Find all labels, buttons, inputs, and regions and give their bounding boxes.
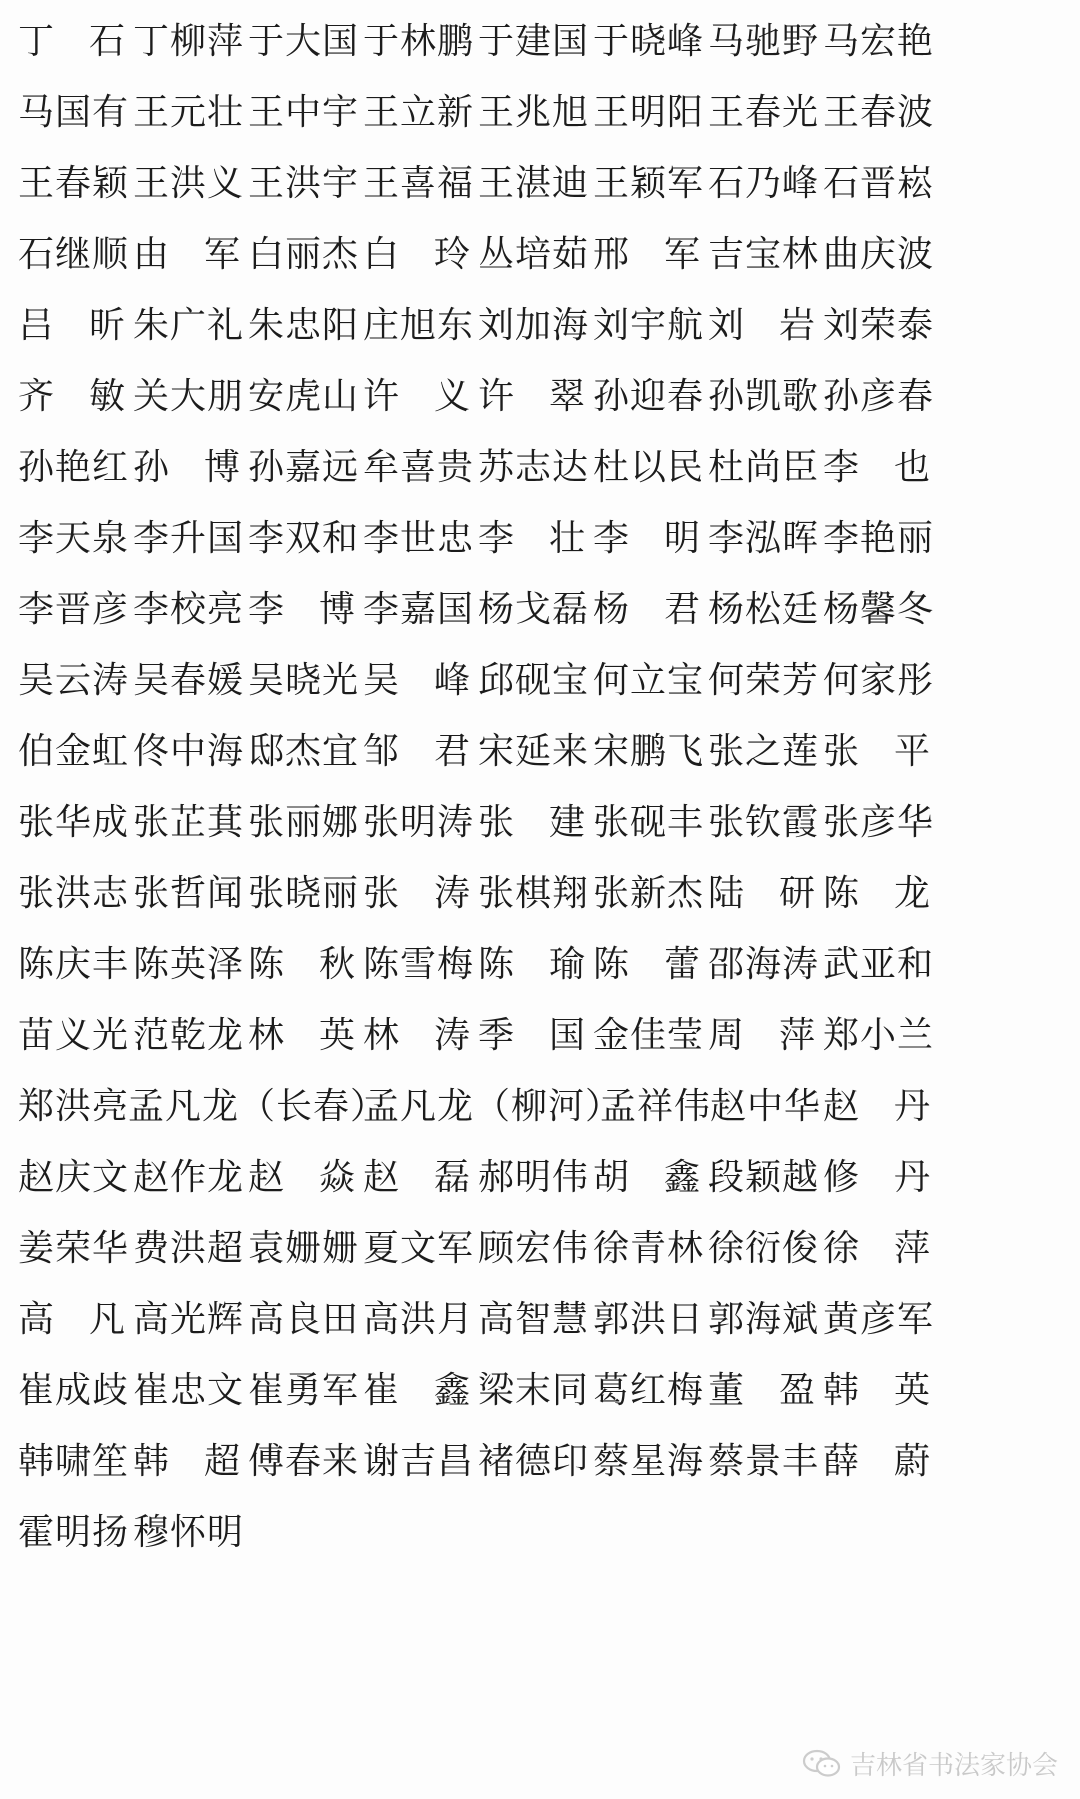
name-entry: 许 翠 — [478, 376, 586, 417]
name-row — [18, 296, 1066, 356]
name-entry: 吴晓光 — [248, 660, 360, 701]
name-entry: 张砚丰 — [593, 802, 705, 843]
name-entry: 杨戈磊 — [478, 589, 590, 630]
name-entry: 王明阳 — [593, 92, 705, 133]
name-entry: 王立新 — [363, 92, 475, 133]
name-entry: 杜尚臣 — [708, 447, 820, 488]
name-row — [18, 509, 1066, 569]
name-entry: 朱广礼 — [133, 305, 245, 346]
name-entry: 牟喜贵 — [363, 447, 475, 488]
name-entry: 李双和 — [248, 518, 360, 559]
name-entry: 张芷萁 — [133, 802, 245, 843]
name-entry: 杨 君 — [593, 589, 701, 630]
name-entry: 孙凯歌 — [708, 376, 820, 417]
name-entry: 孟祥伟 — [600, 1086, 712, 1127]
name-entry: 郝明伟 — [478, 1157, 590, 1198]
name-entry: 林 涛 — [363, 1015, 471, 1056]
name-entry: 于建国 — [478, 21, 590, 62]
name-entry: 陆 研 — [708, 873, 816, 914]
name-row — [18, 1077, 1066, 1137]
name-row — [18, 12, 1066, 72]
name-entry: 苗义光 — [18, 1015, 130, 1056]
name-entry: 于林鹏 — [363, 21, 475, 62]
name-entry: 谢吉昌 — [363, 1441, 475, 1482]
name-entry: 孙艳红 — [18, 447, 130, 488]
name-entry: 由 军 — [133, 234, 241, 275]
name-entry: 张 建 — [478, 802, 586, 843]
name-row — [18, 367, 1066, 427]
name-entry: 赵作龙 — [133, 1157, 245, 1198]
name-entry: 徐 萍 — [823, 1228, 931, 1269]
name-row — [18, 1432, 1066, 1492]
name-entry: 邢 军 — [593, 234, 701, 275]
name-entry: 王中宇 — [248, 92, 360, 133]
name-entry: 薛 蔚 — [823, 1441, 931, 1482]
watermark-text: 吉林省书法家协会 — [849, 1751, 1058, 1781]
name-entry: 徐衍俊 — [708, 1228, 820, 1269]
name-row — [18, 1290, 1066, 1350]
name-entry: 丁柳萍 — [133, 21, 245, 62]
name-entry: 董 盈 — [708, 1370, 816, 1411]
name-entry: 安虎山 — [248, 376, 360, 417]
name-entry: 马驰野 — [708, 21, 820, 62]
name-entry: 杜以民 — [593, 447, 705, 488]
name-row — [18, 1148, 1066, 1208]
name-entry: 韩 英 — [823, 1370, 931, 1411]
name-entry: 穆怀明 — [133, 1512, 245, 1553]
name-entry: 李天泉 — [18, 518, 130, 559]
name-entry: 吴云涛 — [18, 660, 130, 701]
wechat-icon — [802, 1749, 842, 1779]
name-entry: 崔 鑫 — [363, 1370, 471, 1411]
name-entry: 杨松廷 — [708, 589, 820, 630]
name-entry: 徐青林 — [593, 1228, 705, 1269]
name-entry: 王洪义 — [133, 163, 245, 204]
name-entry: 郑洪亮 — [18, 1086, 130, 1127]
name-row — [18, 580, 1066, 640]
name-entry: 赵 磊 — [363, 1157, 471, 1198]
name-entry: 梁末同 — [478, 1370, 590, 1411]
name-entry: 韩啸笙 — [18, 1441, 130, 1482]
name-row — [18, 793, 1066, 853]
name-entry: 李艳丽 — [823, 518, 935, 559]
name-entry: 张华成 — [18, 802, 130, 843]
name-entry: 黄彦军 — [823, 1299, 935, 1340]
name-entry: 丛培茹 — [478, 234, 590, 275]
name-entry: 胡 鑫 — [593, 1157, 701, 1198]
name-entry: 吴春媛 — [133, 660, 245, 701]
name-entry: 范乾龙 — [133, 1015, 245, 1056]
name-entry: 王春波 — [823, 92, 935, 133]
name-entry: 李校亮 — [133, 589, 245, 630]
name-entry: 曲庆波 — [823, 234, 935, 275]
name-entry: 石继顺 — [18, 234, 130, 275]
name-row — [18, 1219, 1066, 1279]
name-entry: 王颖军 — [593, 163, 705, 204]
name-entry: 顾宏伟 — [478, 1228, 590, 1269]
watermark — [802, 1745, 1058, 1782]
name-entry: 陈 龙 — [823, 873, 931, 914]
name-entry: 郑小兰 — [823, 1015, 935, 1056]
name-entry: 张新杰 — [593, 873, 705, 914]
name-entry: 金佳莹 — [593, 1015, 705, 1056]
name-entry: 季 国 — [478, 1015, 586, 1056]
name-row — [18, 83, 1066, 143]
name-entry: 石晋崧 — [823, 163, 935, 204]
name-entry: 李 博 — [248, 589, 356, 630]
name-entry: 李晋彦 — [18, 589, 130, 630]
name-entry: 陈 蕾 — [593, 944, 701, 985]
name-entry: 白 玲 — [363, 234, 471, 275]
name-entry: 赵 丹 — [823, 1086, 931, 1127]
name-entry: 袁姗姗 — [248, 1228, 360, 1269]
name-entry: 邵海涛 — [708, 944, 820, 985]
name-entry: 王春光 — [708, 92, 820, 133]
name-row — [18, 722, 1066, 782]
name-entry: 苏志达 — [478, 447, 590, 488]
name-entry: 李 壮 — [478, 518, 586, 559]
name-entry: 陈英泽 — [133, 944, 245, 985]
name-entry: 石乃峰 — [708, 163, 820, 204]
name-entry: 杨馨冬 — [823, 589, 935, 630]
name-entry: 邹 君 — [363, 731, 471, 772]
name-entry: 马国有 — [18, 92, 130, 133]
name-entry: 夏文军 — [363, 1228, 475, 1269]
name-entry: 韩 超 — [133, 1441, 241, 1482]
name-entry: 王湛迪 — [478, 163, 590, 204]
name-entry: 赵庆文 — [18, 1157, 130, 1198]
name-entry: 孙迎春 — [593, 376, 705, 417]
name-row — [18, 225, 1066, 285]
name-entry: 崔忠文 — [133, 1370, 245, 1411]
name-entry: 何家彤 — [823, 660, 935, 701]
name-entry: 佟中海 — [133, 731, 245, 772]
name-row — [18, 1361, 1066, 1421]
name-entry: 宋延来 — [478, 731, 590, 772]
name-entry: 张晓丽 — [248, 873, 360, 914]
name-entry: 崔成歧 — [18, 1370, 130, 1411]
name-entry: 李世忠 — [363, 518, 475, 559]
name-entry: 齐 敏 — [18, 376, 126, 417]
name-entry: 孟凡龙（柳河） — [363, 1086, 623, 1127]
name-entry: 陈雪梅 — [363, 944, 475, 985]
name-row — [18, 438, 1066, 498]
name-entry: 高良田 — [248, 1299, 360, 1340]
name-entry: 王洪宇 — [248, 163, 360, 204]
name-entry: 邸杰宜 — [248, 731, 360, 772]
name-entry: 林 英 — [248, 1015, 356, 1056]
name-entry: 武亚和 — [823, 944, 935, 985]
name-entry: 宋鹏飞 — [593, 731, 705, 772]
name-entry: 刘加海 — [478, 305, 590, 346]
name-entry: 郭洪日 — [593, 1299, 705, 1340]
name-row — [18, 1006, 1066, 1066]
name-entry: 孙 博 — [133, 447, 241, 488]
name-entry: 刘宇航 — [593, 305, 705, 346]
name-entry: 姜荣华 — [18, 1228, 130, 1269]
name-row — [18, 154, 1066, 214]
name-entry: 何荣芳 — [708, 660, 820, 701]
name-entry: 白丽杰 — [248, 234, 360, 275]
name-entry: 何立宝 — [593, 660, 705, 701]
name-entry: 高 凡 — [18, 1299, 126, 1340]
name-entry: 王春颖 — [18, 163, 130, 204]
name-entry: 李 也 — [823, 447, 931, 488]
name-row — [18, 864, 1066, 924]
name-entry: 吕 昕 — [18, 305, 126, 346]
name-entry: 孟凡龙（长春） — [128, 1086, 388, 1127]
name-entry: 张洪志 — [18, 873, 130, 914]
name-entry: 褚德印 — [478, 1441, 590, 1482]
name-entry: 修 丹 — [823, 1157, 931, 1198]
name-entry: 张钦霞 — [708, 802, 820, 843]
name-entry: 庄旭东 — [363, 305, 475, 346]
name-entry: 陈 秋 — [248, 944, 356, 985]
name-entry: 张明涛 — [363, 802, 475, 843]
name-entry: 费洪超 — [133, 1228, 245, 1269]
name-entry: 陈 瑜 — [478, 944, 586, 985]
name-entry: 蔡景丰 — [708, 1441, 820, 1482]
name-row — [18, 1503, 1066, 1563]
name-entry: 伯金虹 — [18, 731, 130, 772]
name-entry: 张 平 — [823, 731, 931, 772]
name-entry: 李嘉国 — [363, 589, 475, 630]
name-entry: 王喜福 — [363, 163, 475, 204]
name-entry: 孙嘉远 — [248, 447, 360, 488]
name-entry: 高智慧 — [478, 1299, 590, 1340]
name-entry: 张棋翔 — [478, 873, 590, 914]
name-entry: 李泓晖 — [708, 518, 820, 559]
name-entry: 刘荣泰 — [823, 305, 935, 346]
name-entry: 王元壮 — [133, 92, 245, 133]
name-entry: 张彦华 — [823, 802, 935, 843]
name-entry: 朱忠阳 — [248, 305, 360, 346]
name-entry: 刘 岩 — [708, 305, 816, 346]
name-entry: 李 明 — [593, 518, 701, 559]
name-entry: 赵中华 — [710, 1086, 822, 1127]
name-entry: 张 涛 — [363, 873, 471, 914]
name-entry: 邱砚宝 — [478, 660, 590, 701]
name-entry: 郭海斌 — [708, 1299, 820, 1340]
name-entry: 李升国 — [133, 518, 245, 559]
name-entry: 王兆旭 — [478, 92, 590, 133]
name-entry: 陈庆丰 — [18, 944, 130, 985]
name-entry: 关大朋 — [133, 376, 245, 417]
name-entry: 吴 峰 — [363, 660, 471, 701]
name-entry: 丁 石 — [18, 21, 126, 62]
name-entry: 于大国 — [248, 21, 360, 62]
name-entry: 张之莲 — [708, 731, 820, 772]
name-entry: 段颖越 — [708, 1157, 820, 1198]
name-entry: 葛红梅 — [593, 1370, 705, 1411]
name-entry: 许 义 — [363, 376, 471, 417]
name-entry: 崔勇军 — [248, 1370, 360, 1411]
name-entry: 赵 焱 — [248, 1157, 356, 1198]
name-entry: 蔡星海 — [593, 1441, 705, 1482]
name-entry: 高光辉 — [133, 1299, 245, 1340]
name-entry: 于晓峰 — [593, 21, 705, 62]
name-entry: 周 萍 — [708, 1015, 816, 1056]
name-row — [18, 651, 1066, 711]
name-entry: 孙彦春 — [823, 376, 935, 417]
name-entry: 张丽娜 — [248, 802, 360, 843]
name-entry: 高洪月 — [363, 1299, 475, 1340]
name-entry: 马宏艳 — [823, 21, 935, 62]
name-entry: 张哲闻 — [133, 873, 245, 914]
name-row — [18, 935, 1066, 995]
name-entry: 霍明扬 — [18, 1512, 130, 1553]
name-entry: 吉宝林 — [708, 234, 820, 275]
name-entry: 傅春来 — [248, 1441, 360, 1482]
